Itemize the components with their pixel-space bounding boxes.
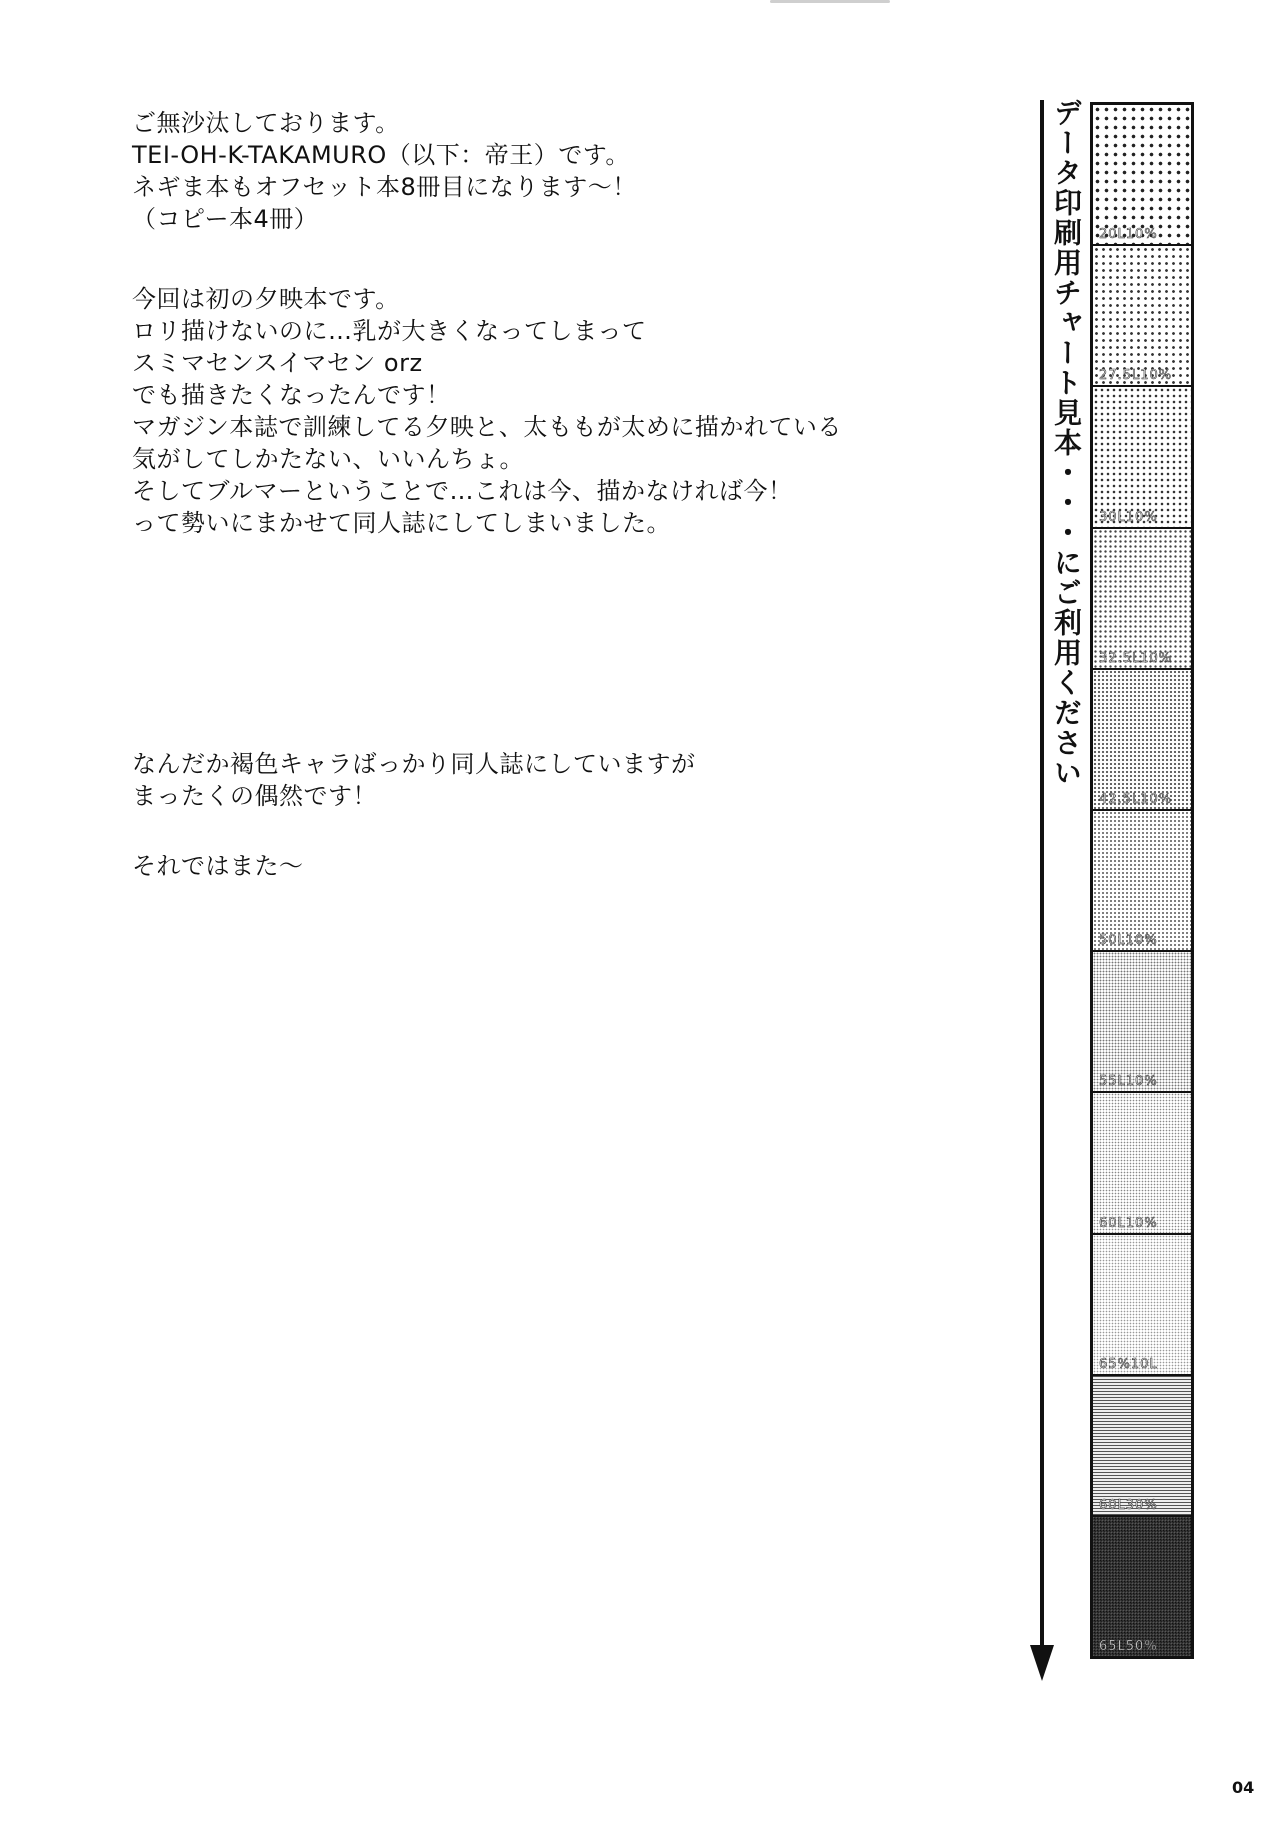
chart-caption: データ印刷用チャート見本・・・にご利用ください	[1050, 98, 1083, 788]
text-line: （コピー本4冊）	[132, 205, 319, 233]
tone-swatch	[1093, 1093, 1191, 1234]
tone-swatch-label: 60L10%	[1099, 1215, 1158, 1231]
text-line: って勢いにまかせて同人誌にしてしまいました。	[132, 509, 671, 537]
tone-sample-chart	[1090, 102, 1194, 1659]
tone-swatch-label: 65%10L	[1099, 1356, 1158, 1372]
text-line: ネギま本もオフセット本8冊目になります～！	[132, 173, 637, 201]
tone-swatch-label: 60L30%	[1099, 1497, 1158, 1513]
scan-edge-mark	[770, 0, 890, 3]
closing-paragraph	[132, 748, 696, 812]
tone-swatch-label: 30L10%	[1099, 509, 1158, 525]
tone-swatch-label: 32.5L10%	[1099, 650, 1173, 666]
tone-swatch	[1093, 105, 1191, 246]
page-number: 04	[1232, 1778, 1255, 1797]
text-line: ロリ描けないのに…乳が大きくなってしまって	[132, 317, 647, 345]
text-line: そしてブルマーということで…これは今、描かなければ今！	[132, 477, 793, 505]
text-line: まったくの偶然です！	[132, 782, 377, 810]
tone-swatch	[1093, 387, 1191, 528]
text-line: でも描きたくなったんです！	[132, 381, 451, 409]
tone-swatch-label: 50L10%	[1099, 933, 1158, 949]
text-line: マガジン本誌で訓練してる夕映と、太ももが太めに描かれている	[132, 413, 842, 441]
arrow-down-icon	[1030, 1645, 1054, 1681]
story-paragraph	[132, 283, 842, 539]
tone-swatch	[1093, 952, 1191, 1093]
tone-swatch-label: 27.5L10%	[1099, 368, 1173, 384]
caption-arrow-line	[1040, 100, 1044, 1670]
text-line: 気がしてしかたない、いいんちょ。	[132, 445, 524, 473]
text-line: スミマセンスイマセン orz	[132, 349, 423, 377]
tone-swatch	[1093, 529, 1191, 670]
tone-swatch-label: 65L50%	[1099, 1639, 1158, 1655]
text-line: ご無沙汰しております。	[132, 109, 400, 137]
tone-swatch	[1093, 811, 1191, 952]
farewell-paragraph	[132, 850, 304, 882]
tone-swatch	[1093, 246, 1191, 387]
tone-swatch	[1093, 670, 1191, 811]
text-line: TEI-OH-K-TAKAMURO（以下：帝王）です。	[132, 141, 630, 169]
tone-swatch-label: 55L10%	[1099, 1074, 1158, 1090]
text-line: 今回は初の夕映本です。	[132, 285, 400, 313]
tone-swatch-label: 20L10%	[1099, 227, 1158, 243]
tone-swatch	[1093, 1235, 1191, 1376]
text-line: それではまた～	[132, 852, 304, 880]
intro-paragraph	[132, 107, 637, 235]
tone-swatch-label: 42.5L10%	[1099, 791, 1173, 807]
text-line: なんだか褐色キャラばっかり同人誌にしていますが	[132, 750, 696, 778]
tone-swatch	[1093, 1517, 1191, 1656]
tone-swatch	[1093, 1376, 1191, 1517]
